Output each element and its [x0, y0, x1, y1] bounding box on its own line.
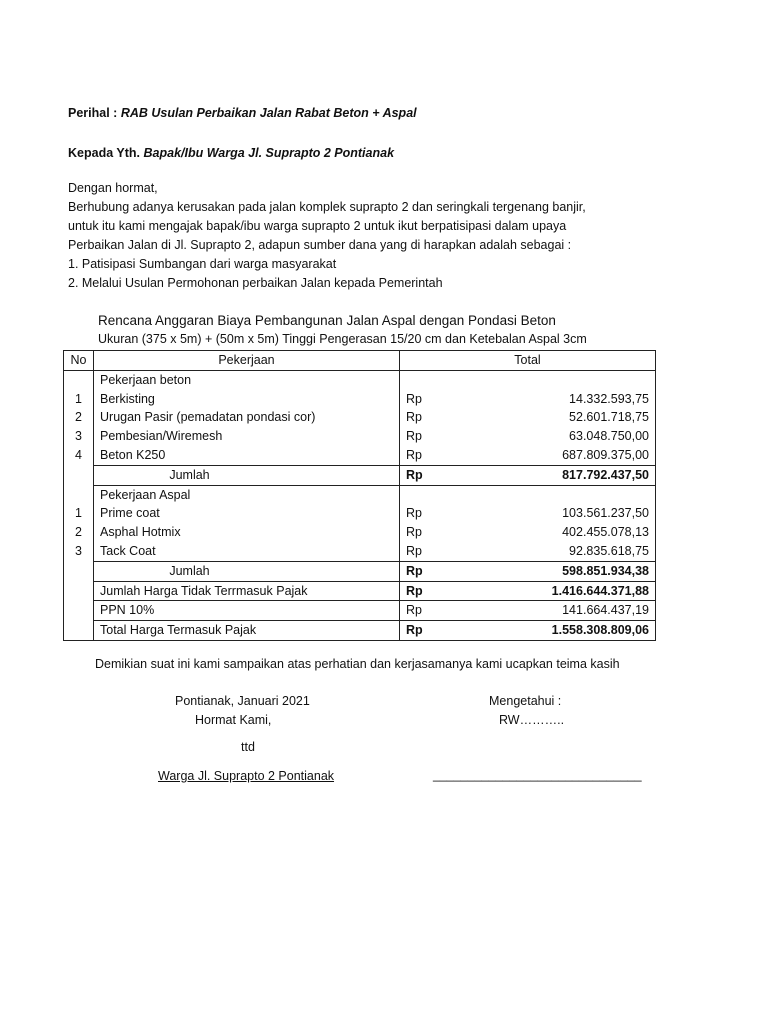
table-row [64, 446, 656, 465]
section-title-row [64, 370, 656, 389]
total-currency: Rp [400, 601, 430, 621]
row-currency: Rp [400, 390, 430, 409]
body-line-4: 1. Patisipasi Sumbangan dari warga masyarakat [68, 257, 337, 271]
row-currency: Rp [400, 427, 430, 446]
subtotal-row [64, 561, 656, 581]
table-row [64, 390, 656, 409]
greeting: Dengan hormat, [68, 181, 158, 195]
body-line-3: Perbaikan Jalan di Jl. Suprapto 2, adapun sumber dana yang di harapkan adalah sebagai : [68, 238, 572, 252]
ttd-text: ttd [241, 740, 255, 754]
total-label: Total Harga Termasuk Pajak [94, 621, 400, 641]
perihal-line [68, 106, 417, 120]
row-name: Pembesian/Wiremesh [94, 427, 400, 446]
row-value: 92.835.618,75 [430, 542, 656, 561]
header-total: Total [400, 351, 656, 371]
row-currency: Rp [400, 408, 430, 427]
kepada-label: Kepada Yth. [68, 146, 141, 160]
table-subtitle: Ukuran (375 x 5m) + (50m x 5m) Tinggi Pengerasan 15/20 cm dan Ketebalan Aspal 3cm [98, 332, 587, 346]
table-title: Rencana Anggaran Biaya Pembangunan Jalan Aspal dengan Pondasi Beton [98, 313, 556, 328]
row-no: 2 [64, 523, 94, 542]
table-row [64, 504, 656, 523]
row-no: 3 [64, 427, 94, 446]
total-row [64, 601, 656, 621]
total-value: 1.416.644.371,88 [430, 581, 656, 601]
total-row [64, 581, 656, 601]
row-name: Asphal Hotmix [94, 523, 400, 542]
row-value: 52.601.718,75 [430, 408, 656, 427]
body-line-1: Berhubung adanya kerusakan pada jalan komplek suprapto 2 dan seringkali tergenang banjir, [68, 200, 586, 214]
row-no: 3 [64, 542, 94, 561]
kepada-line [68, 146, 394, 160]
mengetahui: Mengetahui : [489, 694, 562, 708]
total-row [64, 621, 656, 641]
hormat-kami: Hormat Kami, [195, 713, 272, 727]
rw-label: RW……….. [499, 713, 565, 727]
row-name: Prime coat [94, 504, 400, 523]
row-name: Berkisting [94, 390, 400, 409]
row-value: 103.561.237,50 [430, 504, 656, 523]
table-row [64, 427, 656, 446]
total-value: 141.664.437,19 [430, 601, 656, 621]
closing-text: Demikian suat ini kami sampaikan atas perhatian dan kerjasamanya kami ucapkan teima kasih [95, 657, 620, 671]
subtotal-label: Jumlah [94, 465, 400, 485]
table-row [64, 408, 656, 427]
total-currency: Rp [400, 581, 430, 601]
table-row [64, 523, 656, 542]
header-pekerjaan: Pekerjaan [94, 351, 400, 371]
signature-blank-line: ______________________________ [433, 768, 642, 782]
section-title-row [64, 485, 656, 504]
kepada-text: Bapak/Ibu Warga Jl. Suprapto 2 Pontianak [143, 146, 395, 160]
section1-title: Pekerjaan beton [94, 370, 400, 389]
row-no: 1 [64, 504, 94, 523]
row-no: 1 [64, 390, 94, 409]
row-value: 14.332.593,75 [430, 390, 656, 409]
subtotal-value: 598.851.934,38 [430, 561, 656, 581]
row-value: 402.455.078,13 [430, 523, 656, 542]
section2-title: Pekerjaan Aspal [94, 485, 400, 504]
subtotal-value: 817.792.437,50 [430, 465, 656, 485]
row-name: Tack Coat [94, 542, 400, 561]
row-currency: Rp [400, 504, 430, 523]
row-currency: Rp [400, 446, 430, 465]
row-name: Urugan Pasir (pemadatan pondasi cor) [94, 408, 400, 427]
subtotal-label: Jumlah [94, 561, 400, 581]
row-currency: Rp [400, 542, 430, 561]
header-no: No [64, 351, 94, 371]
subtotal-currency: Rp [400, 561, 430, 581]
total-value: 1.558.308.809,06 [430, 621, 656, 641]
row-value: 687.809.375,00 [430, 446, 656, 465]
table-row [64, 542, 656, 561]
row-no: 2 [64, 408, 94, 427]
place-date: Pontianak, Januari 2021 [175, 694, 310, 708]
subtotal-currency: Rp [400, 465, 430, 485]
total-currency: Rp [400, 621, 430, 641]
total-label: PPN 10% [94, 601, 400, 621]
total-label: Jumlah Harga Tidak Terrmasuk Pajak [94, 581, 400, 601]
perihal-label: Perihal : [68, 106, 118, 120]
rab-table [63, 350, 656, 641]
perihal-text: RAB Usulan Perbaikan Jalan Rabat Beton + Aspal [120, 106, 417, 120]
signer-name: Warga Jl. Suprapto 2 Pontianak [158, 769, 335, 783]
row-currency: Rp [400, 523, 430, 542]
row-no: 4 [64, 446, 94, 465]
body-line-2: untuk itu kami mengajak bapak/ibu warga suprapto 2 untuk ikut berpatisipasi dalam upaya [68, 219, 567, 233]
row-value: 63.048.750,00 [430, 427, 656, 446]
subtotal-row [64, 465, 656, 485]
body-line-5: 2. Melalui Usulan Permohonan perbaikan Jalan kepada Pemerintah [68, 276, 443, 290]
row-name: Beton K250 [94, 446, 400, 465]
